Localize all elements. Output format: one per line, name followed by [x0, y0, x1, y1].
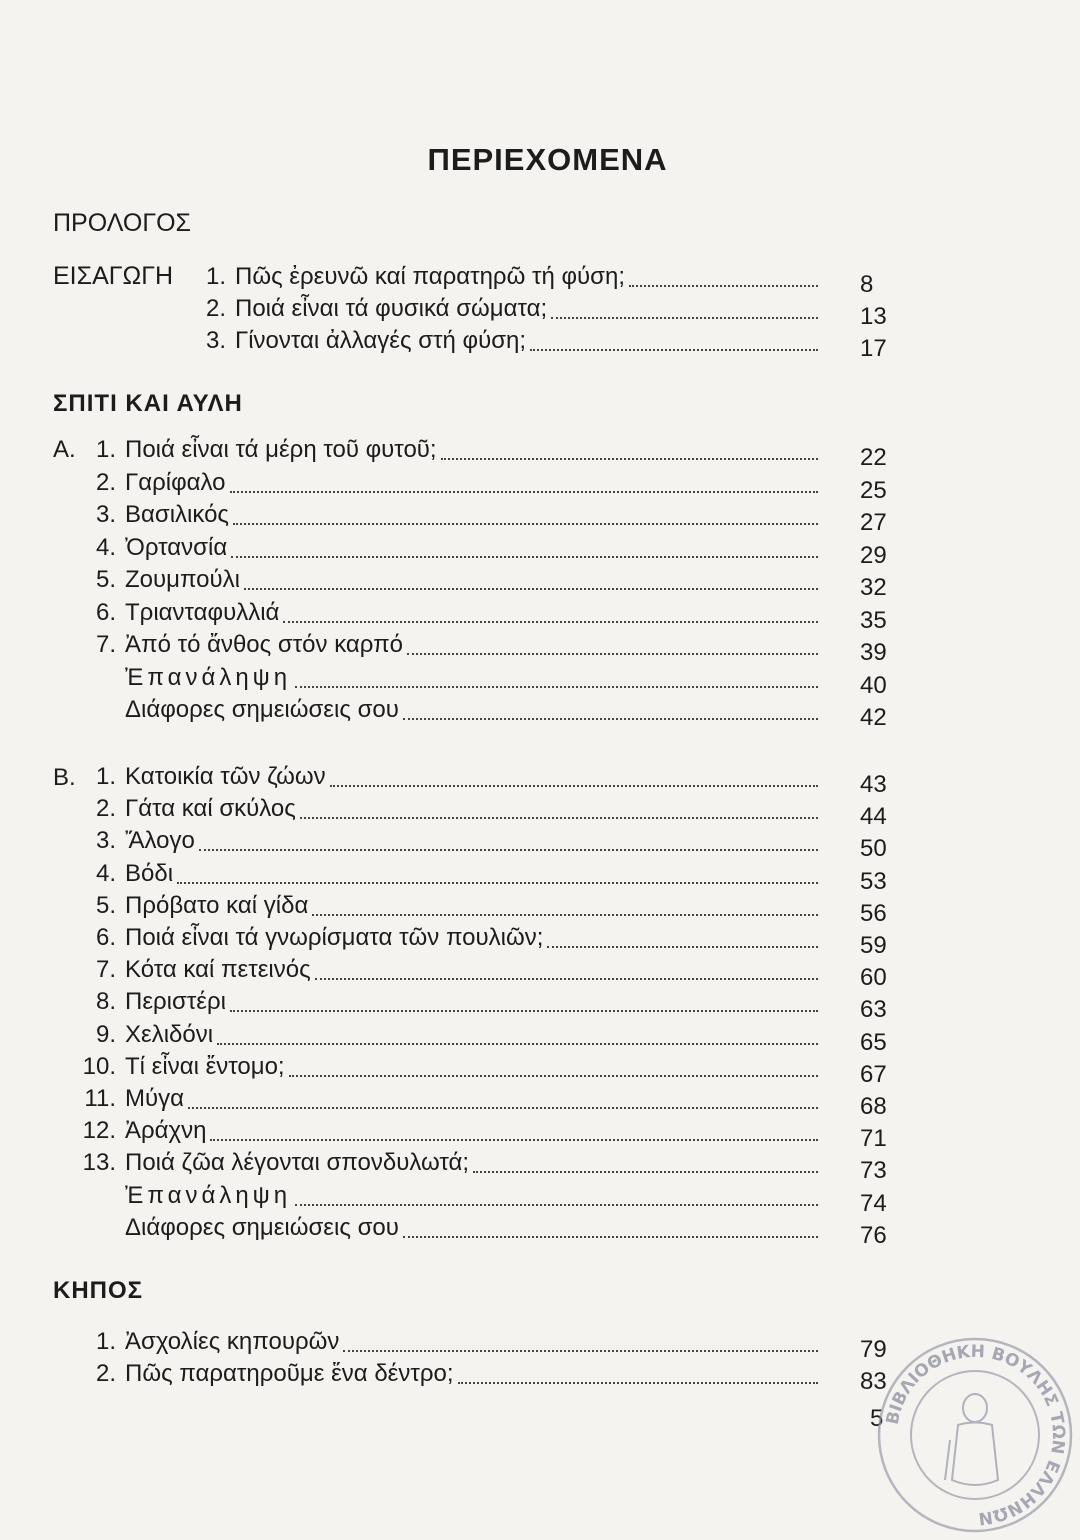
- dot-leader: [177, 882, 818, 884]
- toc-entry-page: 63: [860, 996, 887, 1024]
- toc-entry-title: Ποιά εἶναι τά φυσικά σώματα;: [235, 295, 548, 322]
- dot-leader: [403, 718, 818, 720]
- toc-entry[interactable]: [80, 1020, 887, 1056]
- toc-entry-page: 40: [860, 671, 887, 699]
- dot-leader: [295, 1204, 818, 1206]
- toc-entry-page: 53: [860, 867, 887, 895]
- toc-entry-page: 50: [860, 835, 887, 863]
- toc-entry[interactable]: [80, 795, 887, 831]
- toc-entry[interactable]: 3. Γίνονται ἀλλαγές στή φύση; 17: [190, 327, 822, 357]
- toc-entry-title: Γίνονται ἀλλαγές στή φύση;: [235, 327, 527, 354]
- toc-entry-number: 3.: [95, 827, 116, 855]
- toc-entry-page: 8: [860, 271, 874, 298]
- page-number: 5: [870, 1405, 884, 1432]
- toc-entry-title: Χελιδόνι: [125, 1020, 214, 1048]
- toc-entry-page: 17: [860, 335, 887, 362]
- toc-entry[interactable]: [80, 1328, 887, 1363]
- toc-entry[interactable]: [80, 533, 887, 569]
- toc-entry-number: 9.: [95, 1020, 116, 1048]
- dot-leader: [473, 1171, 818, 1173]
- toc-entry-title: Ἀσχολίες κηπουρῶν: [125, 1328, 340, 1355]
- toc-entry-page: 42: [860, 704, 887, 731]
- toc-entry-number: 4.: [95, 533, 116, 561]
- toc-entry-page: 35: [860, 606, 887, 634]
- dot-leader: [343, 1350, 818, 1352]
- toc-entry-title: Βασιλικός: [125, 501, 229, 528]
- toc-entry-number: 6.: [95, 598, 116, 626]
- dot-leader: [289, 1075, 818, 1077]
- dot-leader: [231, 556, 818, 558]
- toc-entry-page: 39: [860, 639, 887, 666]
- toc-entry[interactable]: [80, 566, 887, 601]
- toc-entry-title: Ποιά εἶναι τά γνωρίσματα τῶν πουλιῶν;: [125, 924, 544, 951]
- toc-entry-title: Ἄλογο: [125, 827, 195, 855]
- toc-entry[interactable]: 1. Πῶς ἐρευνῶ καί παρατηρῶ τή φύση; 8: [190, 263, 822, 293]
- toc-entry-title: Τριανταφυλλιά: [125, 598, 280, 626]
- toc-entry-page: 76: [860, 1221, 887, 1249]
- toc-entry[interactable]: [80, 1213, 887, 1249]
- toc-entry[interactable]: [80, 501, 887, 536]
- toc-entry-title: Πῶς παρατηροῦμε ἕνα δέντρο;: [125, 1360, 454, 1387]
- toc-entry[interactable]: [80, 891, 887, 927]
- toc-entry[interactable]: [80, 1181, 887, 1217]
- toc-entry[interactable]: [80, 924, 887, 959]
- toc-entry-title: Γάτα καί σκύλος: [125, 795, 296, 823]
- toc-entry[interactable]: [80, 1052, 887, 1088]
- toc-entry-title: Διάφορες σημειώσεις σου: [125, 1213, 399, 1241]
- toc-entry-number: 4.: [95, 859, 116, 887]
- toc-entry-number: 1.: [95, 436, 116, 463]
- toc-entry-title: Μύγα: [125, 1085, 184, 1112]
- dot-leader: [210, 1139, 818, 1141]
- toc-entry-page: 27: [860, 509, 887, 536]
- toc-entry-page: 71: [860, 1125, 887, 1153]
- toc-entry-number: 3.: [95, 501, 116, 528]
- dot-leader: [441, 458, 818, 460]
- page-title: ΠΕΡΙΕΧΟΜΕΝΑ: [427, 142, 668, 177]
- toc-entry[interactable]: [80, 827, 887, 863]
- dot-leader: [315, 978, 818, 980]
- toc-entry-title: Γαρίφαλο: [125, 468, 226, 496]
- toc-entry-number: 10.: [82, 1052, 116, 1080]
- toc-entry-page: 56: [860, 899, 887, 927]
- toc-entry[interactable]: [80, 763, 887, 798]
- toc-entry-title: Περιστέρι: [125, 988, 226, 1016]
- toc-entry-number: 11.: [84, 1085, 116, 1112]
- dot-leader: [530, 349, 818, 351]
- toc-entry-title: Διάφορες σημειώσεις σου: [125, 696, 399, 723]
- toc-entry-title: Κότα καί πετεινός: [125, 956, 311, 984]
- toc-entry-title: Ἐπανάληψη: [125, 663, 292, 691]
- toc-entry[interactable]: 2. Ποιά εἶναι τά φυσικά σώματα; 13: [190, 295, 822, 325]
- toc-entry-page: 22: [860, 444, 887, 471]
- toc-entry-title: Πῶς ἐρευνῶ καί παρατηρῶ τή φύση;: [235, 263, 625, 290]
- toc-entry-page: 68: [860, 1093, 887, 1120]
- toc-entry-number: 7.: [95, 956, 116, 984]
- toc-entry-title: Ἀράχνη: [125, 1117, 207, 1145]
- toc-entry-page: 60: [860, 964, 887, 992]
- toc-entry-number: 1.: [95, 763, 116, 790]
- toc-entry-title: Ποιά ζῶα λέγονται σπονδυλωτά;: [125, 1149, 470, 1177]
- toc-entry-title: Ἀπό τό ἄνθος στόν καρπό: [125, 631, 403, 658]
- toc-entry-page: 44: [860, 803, 887, 831]
- toc-entry-number: 5.: [95, 566, 116, 593]
- toc-entry[interactable]: [80, 988, 887, 1024]
- toc-entry-title: Κατοικία τῶν ζώων: [125, 763, 326, 790]
- toc-entry[interactable]: [80, 663, 887, 699]
- dot-leader: [403, 1236, 818, 1238]
- dot-leader: [188, 1107, 818, 1109]
- dot-leader: [295, 686, 818, 688]
- introduction-label: ΕΙΣΑΓΩΓΗ: [53, 262, 174, 290]
- section-heading-garden: ΚΗΠΟΣ: [53, 1277, 144, 1304]
- dot-leader: [283, 621, 818, 623]
- toc-entry-title: Πρόβατο καί γίδα: [125, 891, 309, 919]
- dot-leader: [244, 588, 818, 590]
- toc-entry[interactable]: [80, 436, 887, 471]
- library-stamp-icon: [870, 1330, 1080, 1540]
- dot-leader: [233, 523, 818, 525]
- toc-entry-page: 59: [860, 932, 887, 959]
- toc-entry-page: 25: [860, 476, 887, 504]
- dot-leader: [458, 1382, 818, 1384]
- dot-leader: [330, 785, 818, 787]
- toc-entry[interactable]: [80, 1085, 887, 1120]
- toc-entry[interactable]: [80, 956, 887, 992]
- toc-entry-page: 13: [860, 303, 887, 330]
- toc-entry-number: 5.: [95, 891, 116, 919]
- prologue-label: ΠΡΟΛΟΓΟΣ: [53, 209, 192, 237]
- stamp-text: ΒΙΒΛΙΟΘΗΚΗ ΒΟΥΛΗΣ ΤΩΝ ΕΛΛΗΝΩΝ: [882, 1341, 1069, 1529]
- toc-entry-number: 7.: [95, 631, 116, 658]
- section-heading-house-yard: ΣΠΙΤΙ ΚΑΙ ΑΥΛΗ: [53, 390, 243, 417]
- dot-leader: [407, 653, 818, 655]
- part-a-label: Α.: [53, 436, 76, 463]
- toc-entry[interactable]: [80, 859, 887, 895]
- toc-entry-title: Βόδι: [125, 859, 174, 887]
- dot-leader: [547, 946, 818, 948]
- toc-entry[interactable]: [80, 1360, 887, 1395]
- dot-leader: [230, 1010, 818, 1012]
- toc-entry[interactable]: [80, 696, 887, 731]
- toc-entry-page: 73: [860, 1157, 887, 1185]
- toc-entry-page: 32: [860, 574, 887, 601]
- toc-entry-page: 65: [860, 1028, 887, 1056]
- dot-leader: [551, 317, 818, 319]
- toc-entry-number: 12.: [82, 1117, 116, 1145]
- toc-entry-page: 74: [860, 1189, 887, 1217]
- toc-entry-page: 67: [860, 1060, 887, 1088]
- toc-entry[interactable]: [80, 468, 887, 504]
- toc-entry[interactable]: [80, 631, 887, 666]
- dot-leader: [230, 491, 819, 493]
- toc-entry-number: 1.: [95, 1328, 116, 1355]
- dot-leader: [312, 914, 818, 916]
- toc-entry-number: 2.: [95, 468, 116, 496]
- dot-leader: [300, 817, 818, 819]
- toc-entry-number: 2.: [95, 795, 116, 823]
- dot-leader: [199, 849, 818, 851]
- toc-entry-number: 2.: [95, 1360, 116, 1387]
- toc-entry-page: 83: [860, 1368, 887, 1395]
- toc-entry-page: 43: [860, 771, 887, 798]
- dot-leader: [217, 1043, 818, 1045]
- toc-entry[interactable]: [80, 598, 887, 634]
- part-b-label: Β.: [53, 764, 76, 791]
- toc-entry-title: Τί εἶναι ἔντομο;: [125, 1052, 285, 1080]
- toc-entry-title: Ἐπανάληψη: [125, 1181, 292, 1209]
- dot-leader: [629, 285, 818, 287]
- toc-entry-number: 8.: [95, 988, 116, 1016]
- toc-entry[interactable]: [80, 1149, 887, 1185]
- toc-entry-page: 29: [860, 541, 887, 569]
- toc-entry-title: Ὀρτανσία: [125, 533, 228, 561]
- toc-entry-page: 79: [860, 1336, 887, 1363]
- toc-entry-title: Ζουμπούλι: [125, 566, 240, 593]
- toc-entry-number: 13.: [82, 1149, 116, 1177]
- toc-entry-number: 6.: [95, 924, 116, 951]
- toc-entry-title: Ποιά εἶναι τά μέρη τοῦ φυτοῦ;: [125, 436, 437, 463]
- toc-entry[interactable]: [80, 1117, 887, 1153]
